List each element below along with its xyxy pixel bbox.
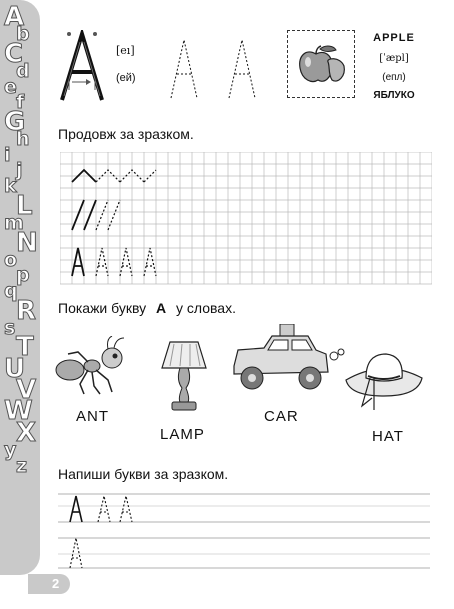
word-hat: HAT xyxy=(372,428,404,445)
sidebar-letter-f: f xyxy=(16,91,25,114)
sample-slash xyxy=(72,200,84,230)
sidebar-letter-r: R xyxy=(16,295,37,326)
sidebar-letter-a: A xyxy=(4,2,25,32)
dotted-letter-a xyxy=(120,496,132,522)
sidebar-letter-h: h xyxy=(16,128,30,151)
sidebar-letter-j: j xyxy=(16,159,23,182)
instruction-write-letters: Напиши букви за зразком. xyxy=(58,466,229,482)
sidebar-letter-g: G xyxy=(4,106,26,137)
sidebar-letter-y: y xyxy=(4,439,17,462)
dotted-letter-a-1 xyxy=(168,36,200,100)
sidebar-letter-s: s xyxy=(4,316,16,339)
sidebar-letter-w: W xyxy=(4,396,33,427)
word-lamp: LAMP xyxy=(160,426,205,443)
ant-picture xyxy=(54,336,134,396)
instruction-find-letter: Покажи букву А у словах. xyxy=(58,300,236,316)
sidebar-letter-b: b xyxy=(16,23,30,46)
practice-grid xyxy=(60,152,432,290)
sidebar-letter-l: L xyxy=(16,190,33,221)
sidebar-letter-z: z xyxy=(16,454,28,477)
dotted-letter-a xyxy=(98,496,110,522)
sidebar-letter-k: k xyxy=(4,175,17,198)
sidebar-letter-n: N xyxy=(16,227,38,258)
sidebar-letter-o: o xyxy=(4,248,18,271)
sidebar-letter-p: p xyxy=(16,264,30,287)
big-letter-a xyxy=(56,30,108,102)
lamp-picture xyxy=(160,340,208,412)
car-picture xyxy=(228,324,348,396)
dotted-letter-a-2 xyxy=(226,36,258,100)
transcription-ipa: [eı] xyxy=(116,44,135,57)
word-ipa: [ˈæpl] xyxy=(379,53,409,64)
word-ant: ANT xyxy=(76,408,109,425)
writing-lines xyxy=(58,492,430,572)
highlight-letter: А xyxy=(156,300,167,316)
word-english: APPLE xyxy=(373,32,415,44)
dotted-slash xyxy=(96,200,108,230)
sidebar-letter-x: X xyxy=(16,417,37,448)
sidebar-letter-u: U xyxy=(4,353,26,384)
page-number-tab xyxy=(28,574,70,594)
sidebar-letter-q: q xyxy=(4,279,18,302)
sidebar-letter-v: V xyxy=(16,375,37,406)
apple-icon xyxy=(296,44,348,86)
dotted-letter-a xyxy=(70,538,82,568)
page-number: 2 xyxy=(52,576,60,591)
word-ukrainian: ЯБЛУКО xyxy=(373,90,415,101)
hat-picture xyxy=(344,348,424,418)
transcription-cyrillic: (ей) xyxy=(116,72,136,84)
word-transliteration: (епл) xyxy=(382,72,406,83)
dotted-slash xyxy=(108,200,120,230)
sidebar-letter-i: i xyxy=(4,143,11,166)
sidebar-letter-d: d xyxy=(16,60,30,83)
instruction-continue: Продовж за зразком. xyxy=(58,126,194,142)
sidebar-letter-e: e xyxy=(4,75,17,98)
sample-letter-a xyxy=(70,496,82,522)
sidebar-letter-m: m xyxy=(4,211,24,234)
word-car: CAR xyxy=(264,408,299,425)
sample-slash xyxy=(84,200,96,230)
sidebar-letter-c: C xyxy=(4,38,24,69)
sidebar-letter-t: T xyxy=(16,332,34,363)
